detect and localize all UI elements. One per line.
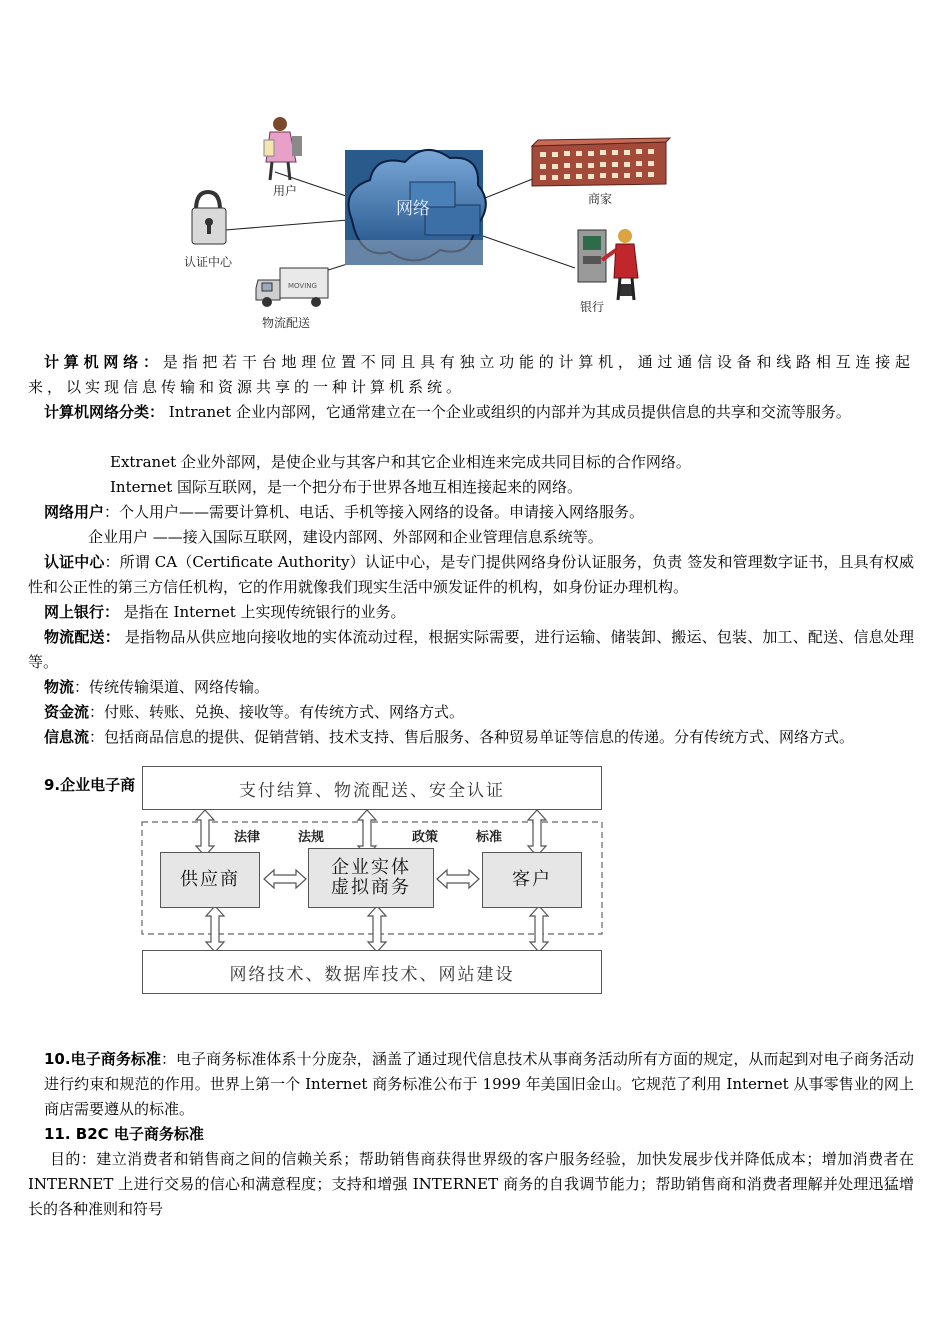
term-material-flow: 物流 xyxy=(44,678,75,696)
text-network-users: ：个人用户——需要计算机、电话、手机等接入网络的设备。申请接入网络服务。 xyxy=(104,503,645,521)
user-icon xyxy=(264,117,302,180)
supplier-box: 供应商 xyxy=(160,852,260,908)
svg-text:MOVING: MOVING xyxy=(288,282,317,290)
user-label: 用户 xyxy=(273,184,298,198)
enterprise-line1: 企业实体 xyxy=(331,857,411,878)
regulation-label: 法规 xyxy=(298,830,325,845)
ec-framework-diagram xyxy=(140,766,604,996)
customer-box: 客户 xyxy=(482,852,582,908)
truck-icon xyxy=(256,268,328,307)
para-extranet: Extranet 企业外部网，是使企业与其客户和其它企业相连来完成共同目标的合作网络。 xyxy=(110,453,691,471)
building-icon xyxy=(532,138,670,186)
heading-enterprise-ec-text: 9.企业电子商 xyxy=(44,776,136,794)
text-information-flow: ：包括商品信息的提供、促销营销、技术支持、售后服务、各种贸易单证等信息的传递。分有传统方式、网络方式。 xyxy=(89,728,855,746)
para-computer-network xyxy=(28,350,914,400)
para-logistics xyxy=(28,625,914,675)
cloud-label: 网络 xyxy=(396,199,430,219)
top-services-box: 支付结算、物流配送、安全认证 xyxy=(142,766,602,810)
enterprise-box xyxy=(308,848,434,908)
term-computer-network: 计算机网络： xyxy=(44,353,163,371)
term-logistics: 物流配送： xyxy=(44,628,120,646)
bottom-tech-box: 网络技术、数据库技术、网站建设 xyxy=(142,950,602,994)
text-logistics: 是指物品从供应地向接收地的实体流动过程，根据实际需要，进行运输、储装卸、搬运、包装、加工、配送、信息处理等。 xyxy=(28,628,914,671)
heading-enterprise-ec xyxy=(44,773,154,798)
heading-b2c-standard-text: 11. B2C 电子商务标准 xyxy=(44,1125,204,1143)
atm-icon xyxy=(578,229,638,300)
ca-label: 认证中心 xyxy=(184,255,233,269)
text-material-flow: ：传统传输渠道、网络传输。 xyxy=(74,678,270,696)
text-ec-standard: ：电子商务标准体系十分庞杂，涵盖了通过现代信息技术从事商务活动所有方面的规定，从而起到对电子商务活动进行约束和规范的作用。世界上第一个 Internet 商务标准公布于 1999 年美国旧金山。它规范了利用 Internet 从事零售业的网上商店需要遵从的标准。 xyxy=(44,1050,914,1118)
para-capital-flow xyxy=(44,700,914,725)
logistics-label: 物流配送 xyxy=(262,316,311,330)
text-intranet: Intranet 企业内部网，它通常建立在一个企业或组织的内部并为其成员提供信息的共享和交流等服务。 xyxy=(164,403,851,421)
merchant-label: 商家 xyxy=(588,192,613,206)
para-internet: Internet 国际互联网，是一个把分布于世界各地互相连接起来的网络。 xyxy=(110,478,582,496)
network-diagram xyxy=(170,110,690,340)
term-ec-standard: 10.电子商务标准 xyxy=(44,1050,161,1068)
bank-label: 银行 xyxy=(580,300,605,314)
text-online-bank: 是指在 Internet 上实现传统银行的业务。 xyxy=(119,603,406,621)
para-ca xyxy=(28,550,914,600)
text-computer-network: 是指把若干台地理位置不同且具有独立功能的计算机，通过通信设备和线路相互连接起来，以实现信息传输和资源共享的一种计算机系统。 xyxy=(28,353,914,396)
network-diagram-graphic xyxy=(170,110,690,340)
term-information-flow: 信息流 xyxy=(44,728,90,746)
term-online-bank: 网上银行： xyxy=(44,603,120,621)
para-network-classification xyxy=(28,400,914,425)
policy-label: 政策 xyxy=(412,830,439,845)
term-ca: 认证中心 xyxy=(44,553,105,571)
term-network-classification: 计算机网络分类： xyxy=(44,403,165,421)
term-capital-flow: 资金流 xyxy=(44,703,90,721)
text-ca: ：所谓 CA（Certificate Authority）认证中心，是专门提供网络身份认证服务，负责 签发和管理数字证书，且具有权威性和公正性的第三方信任机构，它的作用就像我们现实生活中颁发证件的机构，如身份证办理机构。 xyxy=(28,553,914,596)
text-capital-flow: ：付账、转账、兑换、接收等。有传统方式、网络方式。 xyxy=(89,703,465,721)
para-material-flow xyxy=(44,675,914,700)
law-label: 法律 xyxy=(234,830,261,845)
para-ec-standard xyxy=(44,1047,914,1122)
term-network-users: 网络用户 xyxy=(44,503,105,521)
para-b2c-purpose: 目的：建立消费者和销售商之间的信赖关系；帮助销售商获得世界级的客户服务经验，加快发展步伐并降低成本；增加消费者在 INTERNET 上进行交易的信心和满意程度；支持和增强 INTERNET 商务的自我调节能力；帮助销售商和消费者理解并处理迅猛增长的各种准则和符号 xyxy=(28,1150,914,1218)
para-network-users xyxy=(44,500,914,525)
enterprise-line2: 虚拟商务 xyxy=(331,877,411,898)
standard-label: 标准 xyxy=(476,830,503,845)
para-online-bank xyxy=(44,600,914,625)
para-enterprise-users: 企业用户 ——接入国际互联网，建设内部网、外部网和企业管理信息系统等。 xyxy=(88,528,603,546)
para-information-flow xyxy=(28,725,914,750)
lock-icon xyxy=(192,192,226,244)
heading-b2c-standard xyxy=(44,1122,914,1147)
